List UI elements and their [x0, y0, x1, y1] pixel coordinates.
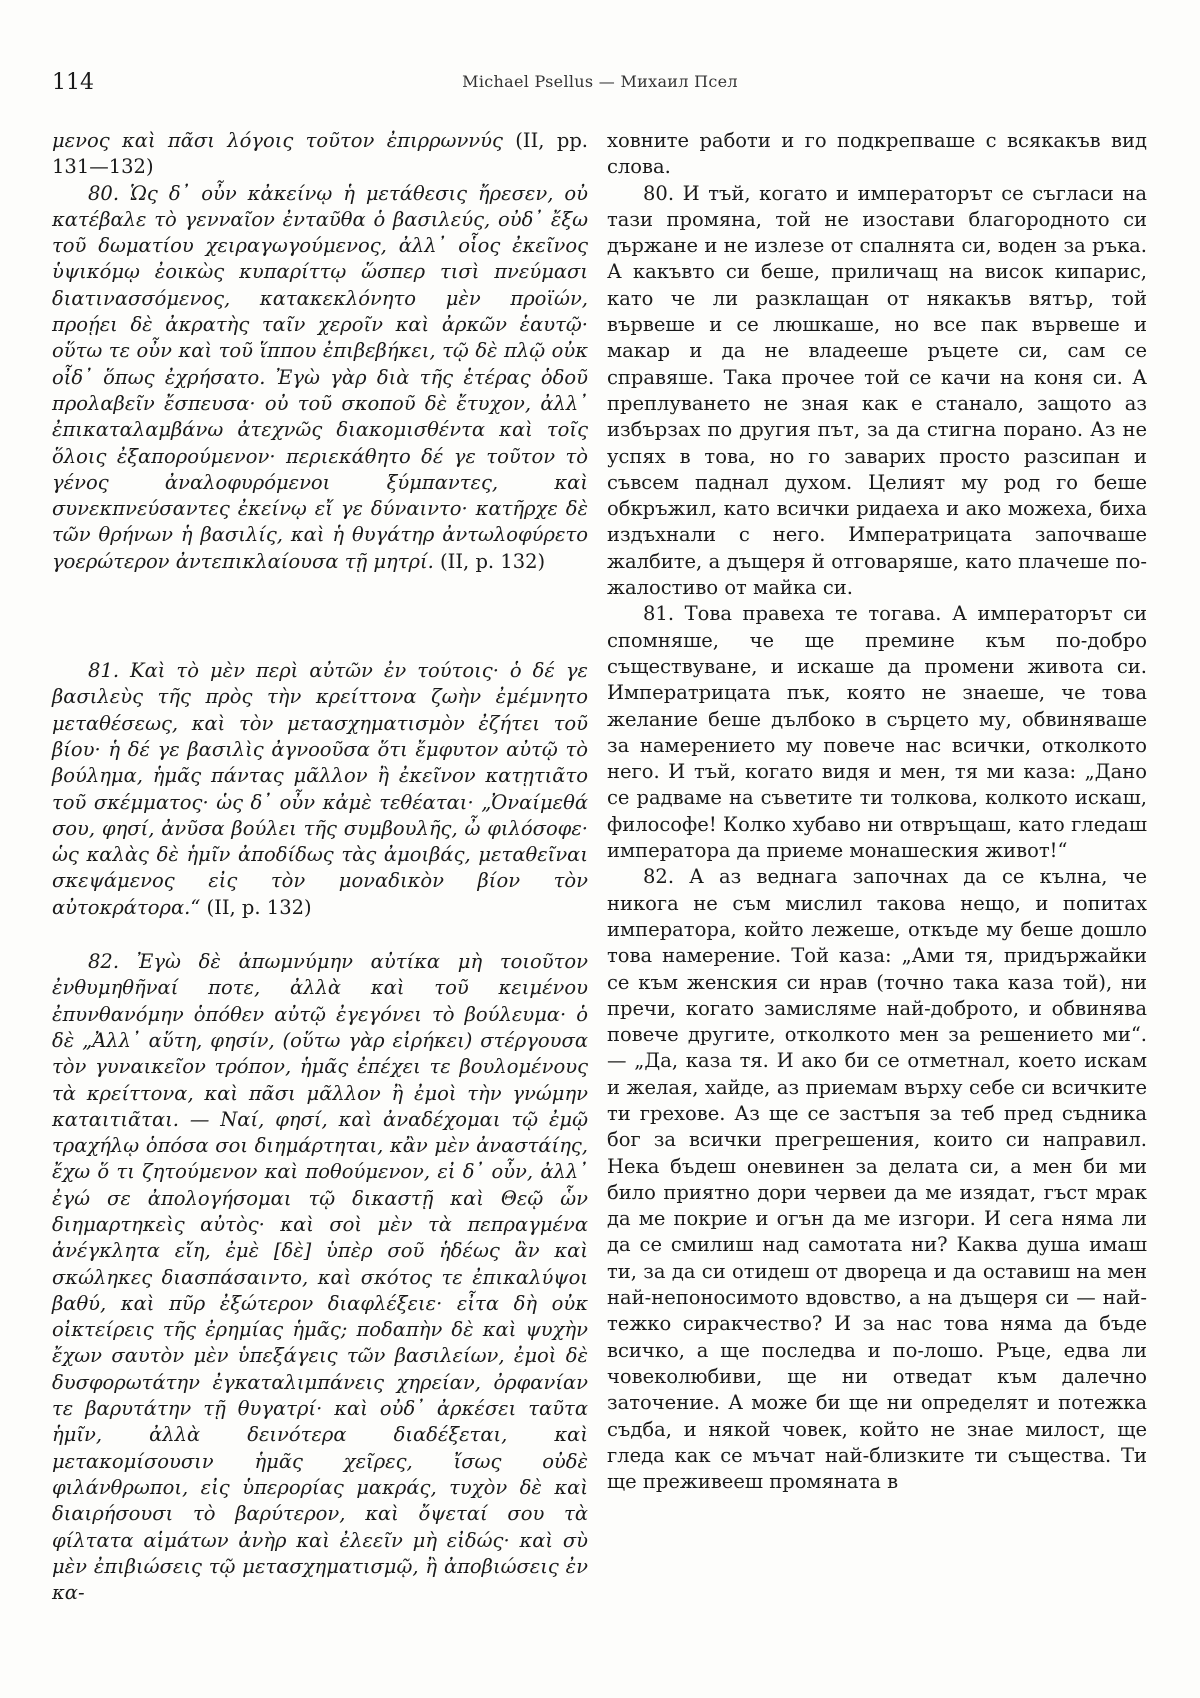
greek-paragraph-81 [52, 658, 588, 921]
page-header [0, 70, 1200, 104]
bulgarian-paragraph-80: 80. И тъй, когато и императорът се съгласи на тази промяна, той не изостави благородното си държане и не излезе от спалнята си, воден за ръка. А какъвто си беше, приличащ на висок кипарис, като че ли разклащан от някакъв вятър, той вървеше и се люшкаше, но все пак вървеше и макар и да не владееше ръцете си, сам се справяше. Така прочее той се качи на коня си. А преплуването не зная как е станало, защото аз избързах по другия път, за да стигна порано. Аз не успях в това, но го заварих просто разсипан и съвсем паднал духом. Целият му род го беше обкръжил, като всички ридаеха и ако можеха, биха издъхнали с него. Императрицата започваше жалбите, а дъщеря й отговаряше, като плачеше по-жалостиво от майка си. [607, 181, 1147, 600]
greek-text: 80. Ὡς δ᾽ οὖν κἀκείνῳ ἡ μετάθεσις ἤρεσεν, οὐ κατέβαλε τὸ γενναῖον ἐνταῦθα ὁ βασιλεύς, οὐδ᾽ ἔξω τοῦ δωματίου χειραγωγούμενος, ἀλλ᾽ οἷος ἐκεῖνος ὑψικόμῳ ἐοικὼς κυπαρίττῳ ὥσπερ τισὶ πνεύμασι διατινασσόμενος, κατακεκλόνητο μὲν προϊών, προῄει δὲ ἀκρατὴς ταῖν χεροῖν καὶ ἀρκῶν ἑαυτῷ· οὕτω τε οὖν καὶ τοῦ ἵππου ἐπιβεβήκει, τῷ δὲ πλῷ οὐκ οἶδ᾽ ὅπως ἐχρήσατο. Ἐγὼ γὰρ διὰ τῆς ἑτέρας ὁδοῦ προλαβεῖν ἔσπευσα· οὐ τοῦ σκοποῦ δὲ ἔτυχον, ἀλλ᾽ ἐπικαταλαμβάνω ἀτεχνῶς διακομισθέντα καὶ τοῖς ὅλοις ἐξαπορούμενον· περιεκάθητο δέ γε τοῦτον τὸ γένος ἀναλοφυρόμενοι ξύμπαντες, καὶ συνεκπνεύσαντες ἐκείνῳ εἴ γε δύναιντο· κατῆρχε δὲ τῶν θρήνων ἡ βασιλίς, καὶ ἡ θυγάτηρ ἀντωλοφύρετο γοερώτερον ἀντεπικλαίουσα τῇ μητρί. [52, 181, 588, 573]
bulgarian-translation-column [607, 128, 1147, 1495]
citation: (II, p. 132) [440, 549, 546, 573]
bulgarian-paragraph-81: 81. Това правеха те тогава. А императорът си спомняше, че ще премине към по-добро съществуване, и искаше да промени живота си. Императрицата пък, която не знаеше, че това желание беше дълбоко в сърцето му, обвиняваше за намерението му повече нас всички, отколкото него. И тъй, когато видя и мен, тя ми каза: „Дано се радваме на съветите ти толкова, колкото искаш, философе! Колко хубаво ни отвръщаш, като гледаш императора да приеме монашеския живот!“ [607, 602, 1147, 863]
citation: (II, pp. 131—132) [52, 129, 589, 179]
greek-paragraph-82: 82. Ἐγὼ δὲ ἀπωμνύμην αὐτίκα μὴ τοιοῦτον ἐνθυμηθῆναί ποτε, ἀλλὰ καὶ τοῦ κειμένου ἐπυνθανόμην ὁπόθεν αὐτῷ ἐγεγόνει τὸ βούλευμα· ὁ δὲ „Ἀλλ᾽ αὕτη, φησίν, (οὕτω γὰρ εἰρήκει) στέργουσα τὸν γυναικεῖον τρόπον, ἡμᾶς ἐπέχει τε βουλομένους τὰ κρείττονα, καὶ πᾶσι μᾶλλον ἢ ἐμοὶ τὴν γνώμην καταιτιᾶται. — Ναί, φησί, καὶ ἀναδέχομαι τῷ ἐμῷ τραχήλῳ ὁπόσα σοι διημάρτηται, κἂν μὲν ἀναστάίης, ἔχω ὅ τι ζητούμενον καὶ ποθούμενον, εἰ δ᾽ οὖν, ἀλλ᾽ ἐγώ σε ἀπολογήσομαι τῷ δικαστῇ καὶ Θεῷ ὧν διημαρτηκεὶς αὐτὸς· καὶ σοὶ μὲν τὰ πεπραγμένα ἀνέγκλητα εἴη, ἐμὲ [δὲ] ὑπὲρ σοῦ ἡδέως ἂν καὶ σκώληκες διασπάσαιντο, καὶ σκότος τε ἐπικαλύψοι βαθύ, καὶ πῦρ ἐξώτερον διαφλέξειε· εἶτα δὴ οὐκ οἰκτείρεις τῆς ἐρημίας ἡμᾶς; ποδαπὴν δὲ καὶ ψυχὴν ἔχων σαυτὸν μὲν ὑπεξάγεις τῶν βασιλείων, ἐμοὶ δὲ δυσφορωτάτην ἐγκαταλιμπάνεις χηρείαν, ὀρφανίαν τε βαρυτάτην τῇ θυγατρί· καὶ οὐδ᾽ ἀρκέσει ταῦτα ἡμῖν, ἀλλὰ δεινότερα διαδέξεται, καὶ μετακομίσουσιν ἡμᾶς χεῖρες, ἴσως οὐδὲ φιλάνθρωποι, εἰς ὑπερορίας μακράς, τυχὸν δὲ καὶ διαιρήσουσι τὸ βαρύτερον, καὶ ὄψεταί σου τὰ φίλτατα αἱμάτων ἀνὴρ καὶ ἐλεεῖν μὴ εἰδώς· καὶ σὺ μὲν ἐπιβιώσεις τῷ μετασχηματισμῷ, ἢ ἀποβιώσεις ἐν κα- [52, 950, 588, 1605]
bulgarian-paragraph-82: 82. А аз веднага започнах да се кълна, че никога не съм мислил такова нещо, и попитах императора, който лежеше, откъде му беше дошло това намерение. Той каза: „Ами тя, придържайки се към женския си нрав (точно така каза той), ни пречи, когато замисляме най-доброто, и обвинява повече другите, отколкото мен за решението ми“. — „Да, каза тя. И ако би се отметнал, което искам и желая, хайде, аз приемам върху себе си всичките ти грехове. Аз ще се застъпя за теб пред съдника бог за всички прегрешения, които си направил. Нека бъдеш оневинен за делата си, а мен би ми било приятно дори червеи да ме изядат, гъст мрак да ме покрие и огън да ме изгори. И сега няма ли да се смилиш над самотата ни? Каква душа имаш ти, за да си отидеш от двореца и да оставиш на мен най-непоносимото вдовство, а на дъщеря си — най-тежко сиракчество? И за нас това няма да бъде всичко, а ще последва и по-лошо. Ръце, едва ли човеколюбиви, ще ни отведат към далечно заточение. А може би ще ни определят и потежка съдба, и някой човек, който не знае милост, ще гледа как се мъчат най-близките ти същества. Ти ще преживееш промяната в [607, 865, 1147, 1494]
page-number: 114 [52, 70, 94, 95]
greek-paragraph-continued [52, 128, 588, 181]
greek-paragraph-80 [52, 181, 588, 575]
greek-text: μενος καὶ πᾶσι λόγοις τοῦτον ἐπιρρωννύς [52, 129, 503, 152]
running-head: Michael Psellus — Михаил Псел [462, 72, 738, 91]
bulgarian-paragraph-continued: ховните работи и го подкрепваше с всякакъв вид слова. [607, 129, 1147, 179]
greek-text-column [52, 128, 588, 1606]
citation: (II, p. 132) [206, 895, 312, 919]
greek-text: 81. Καὶ τὸ μὲν περὶ αὐτῶν ἐν τούτοις· ὁ δέ γε βασιλεὺς τῆς πρὸς τὴν κρείττονα ζωὴν ἐμέμνητο μεταθέσεως, καὶ τὸν μετασχηματισμὸν ἐζήτει τοῦ βίου· ἡ δέ γε βασιλὶς ἀγνοοῦσα ὅτι ἔμφυτον αὐτῷ τὸ βούλημα, ἡμᾶς πάντας μᾶλλον ἢ ἐκεῖνον κατῃτιᾶτο τοῦ σκέμματος· ὡς δ᾽ οὖν κἀμὲ τεθέαται· „Ὀναίμεθά σου, φησί, ἀνῦσα βούλει τῆς συμβουλῆς, ὦ φιλόσοφε· ὡς καλὰς δὲ ἡμῖν ἀποδίδως τὰς ἀμοιβάς, μεταθεῖναι σκεψάμενος εἰς τὸν μοναδικὸν βίον τὸν αὐτοκράτορα.“ [52, 659, 588, 919]
